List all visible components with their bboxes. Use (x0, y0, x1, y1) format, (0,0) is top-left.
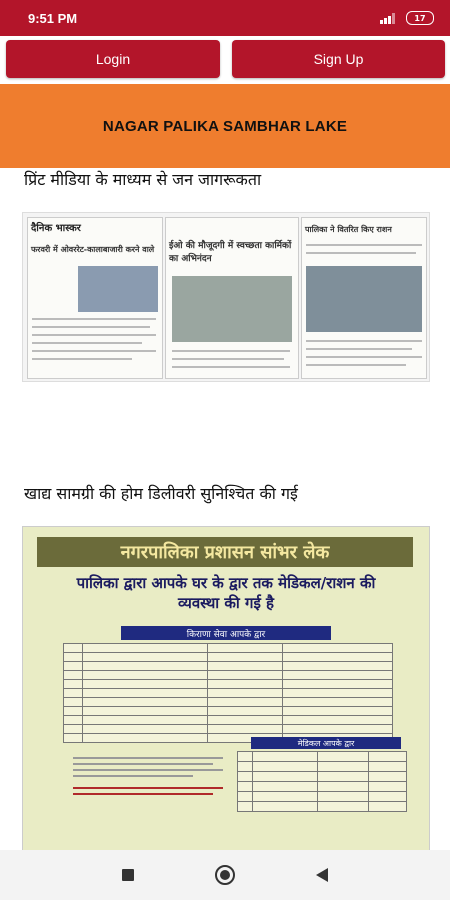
section-heading-home-delivery: खाद्य सामग्री की होम डिलीवरी सुनिश्चित की गई (24, 484, 298, 503)
newspaper-clip-3 (301, 217, 427, 379)
newspaper-clippings-image[interactable] (22, 212, 430, 382)
news-photo (306, 266, 422, 332)
poster-table-title: किराणा सेवा आपके द्वार (121, 626, 331, 640)
poster-headline-1: पालिका द्वारा आपके घर के द्वार तक मेडिकल/राशन की (76, 574, 376, 592)
newspaper-title: दैनिक भास्कर (31, 223, 81, 234)
poster-medical-table-title: मेडिकल आपके द्वार (251, 737, 401, 749)
back-icon[interactable] (307, 860, 337, 890)
home-delivery-poster-image[interactable] (22, 526, 430, 850)
poster-band-title: नगरपालिका प्रशासन सांभर लेक (37, 537, 413, 567)
home-icon[interactable] (210, 860, 240, 890)
newspaper-headline: ईओ की मौजूदगी में स्वच्छता कार्मिकों का अभिनंदन (169, 241, 292, 264)
status-icons (380, 11, 434, 25)
status-bar (0, 0, 450, 36)
status-time: 9:51 PM (28, 10, 78, 26)
battery-icon: 17 (406, 11, 434, 25)
signup-button[interactable]: Sign Up (232, 40, 445, 78)
newspaper-clip-1 (27, 217, 163, 379)
page-title: NAGAR PALIKA SAMBHAR LAKE (0, 84, 450, 168)
news-photo (172, 276, 292, 342)
poster-headline-2: व्यवस्था की गई है (177, 594, 275, 612)
poster-grocery-table (63, 643, 393, 743)
recents-icon[interactable] (113, 860, 143, 890)
section-heading-print-media: प्रिंट मीडिया के माध्यम से जन जागरूकता (24, 170, 262, 189)
poster-medical-table (237, 751, 407, 812)
newspaper-headline: फरवरी में ओवर‍रेट-कालाबाजारी करने वाले (31, 245, 155, 254)
login-button[interactable]: Login (6, 40, 220, 78)
auth-row (0, 36, 450, 84)
system-nav-bar (0, 850, 450, 900)
newspaper-clip-2 (165, 217, 299, 379)
newspaper-headline: पालिका ने वितरित किए राशन (305, 225, 392, 234)
news-photo (78, 266, 158, 312)
signal-icon (380, 12, 398, 24)
poster-notice-text (73, 753, 233, 799)
content-scroll[interactable] (0, 168, 450, 850)
